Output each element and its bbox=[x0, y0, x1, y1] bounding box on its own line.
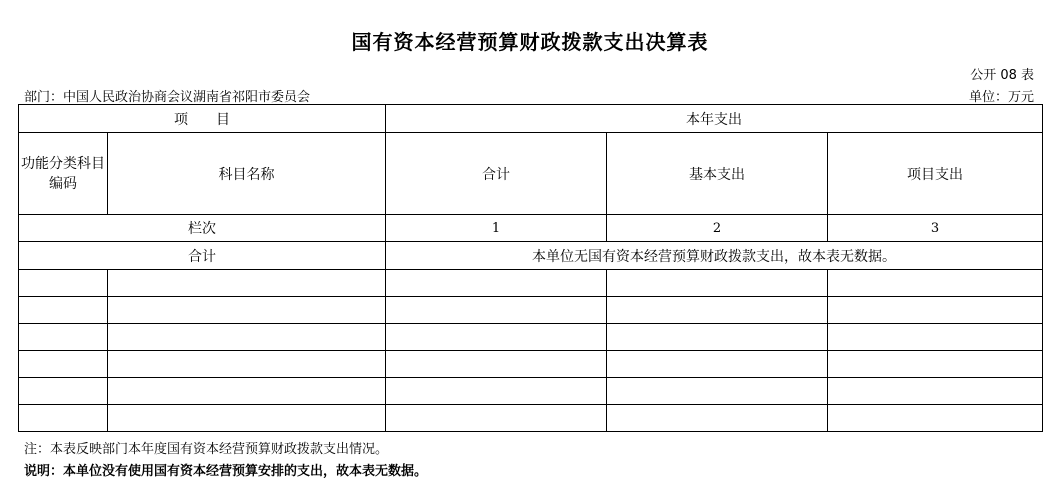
table-cell bbox=[607, 324, 828, 351]
table-cell bbox=[108, 297, 386, 324]
table-row bbox=[19, 270, 1043, 297]
header-function-code: 功能分类科目编码 bbox=[19, 133, 108, 215]
column-number-1: 1 bbox=[386, 215, 607, 242]
column-number-row bbox=[19, 215, 1043, 242]
page-title: 国有资本经营预算财政拨款支出决算表 bbox=[351, 30, 709, 54]
total-label: 合计 bbox=[19, 242, 386, 270]
header-total: 合计 bbox=[386, 133, 607, 215]
header-subject-name: 科目名称 bbox=[108, 133, 386, 215]
table-cell bbox=[19, 378, 108, 405]
table-cell bbox=[386, 378, 607, 405]
table-cell bbox=[607, 270, 828, 297]
table-cell bbox=[828, 405, 1043, 432]
table-cell bbox=[386, 324, 607, 351]
table-cell bbox=[607, 297, 828, 324]
column-number-label: 栏次 bbox=[19, 215, 386, 242]
column-number-2: 2 bbox=[607, 215, 828, 242]
table-cell bbox=[828, 297, 1043, 324]
table-row bbox=[19, 324, 1043, 351]
table-row bbox=[19, 351, 1043, 378]
unit-label: 单位：万元 bbox=[968, 90, 1034, 105]
column-number-3: 3 bbox=[828, 215, 1043, 242]
table-cell bbox=[19, 351, 108, 378]
header-row-2 bbox=[19, 133, 1043, 215]
header-project-expenditure: 项目支出 bbox=[828, 133, 1043, 215]
expenditure-table bbox=[18, 104, 1043, 432]
table-cell bbox=[19, 297, 108, 324]
table-cell bbox=[19, 270, 108, 297]
department-label: 部门：中国人民政治协商会议湖南省祁阳市委员会 bbox=[24, 90, 311, 105]
table-cell bbox=[828, 378, 1043, 405]
table-cell bbox=[108, 351, 386, 378]
table-cell bbox=[386, 351, 607, 378]
no-data-message: 本单位无国有资本经营预算财政拨款支出，故本表无数据。 bbox=[386, 242, 1043, 270]
table-cell bbox=[828, 270, 1043, 297]
table-row bbox=[19, 405, 1043, 432]
explanation: 说明：本单位没有使用国有资本经营预算安排的支出，故本表无数据。 bbox=[24, 464, 428, 479]
footnote: 注：本表反映部门本年度国有资本经营预算财政拨款支出情况。 bbox=[24, 442, 389, 457]
table-cell bbox=[108, 324, 386, 351]
table-cell bbox=[828, 324, 1043, 351]
table-cell bbox=[386, 270, 607, 297]
table-row bbox=[19, 297, 1043, 324]
header-year-expenditure: 本年支出 bbox=[386, 105, 1043, 133]
table-cell bbox=[607, 405, 828, 432]
table-cell bbox=[108, 378, 386, 405]
header-row-1 bbox=[19, 105, 1043, 133]
header-basic-expenditure: 基本支出 bbox=[607, 133, 828, 215]
table-cell bbox=[108, 405, 386, 432]
total-row bbox=[19, 242, 1043, 270]
table-cell bbox=[828, 351, 1043, 378]
form-number: 公开 08 表 bbox=[970, 68, 1034, 83]
table-cell bbox=[108, 270, 386, 297]
table-row bbox=[19, 378, 1043, 405]
table-cell bbox=[386, 405, 607, 432]
table-cell bbox=[386, 297, 607, 324]
table-cell bbox=[607, 351, 828, 378]
table-cell bbox=[19, 324, 108, 351]
header-item: 项 目 bbox=[19, 105, 386, 133]
table-cell bbox=[19, 405, 108, 432]
table-cell bbox=[607, 378, 828, 405]
